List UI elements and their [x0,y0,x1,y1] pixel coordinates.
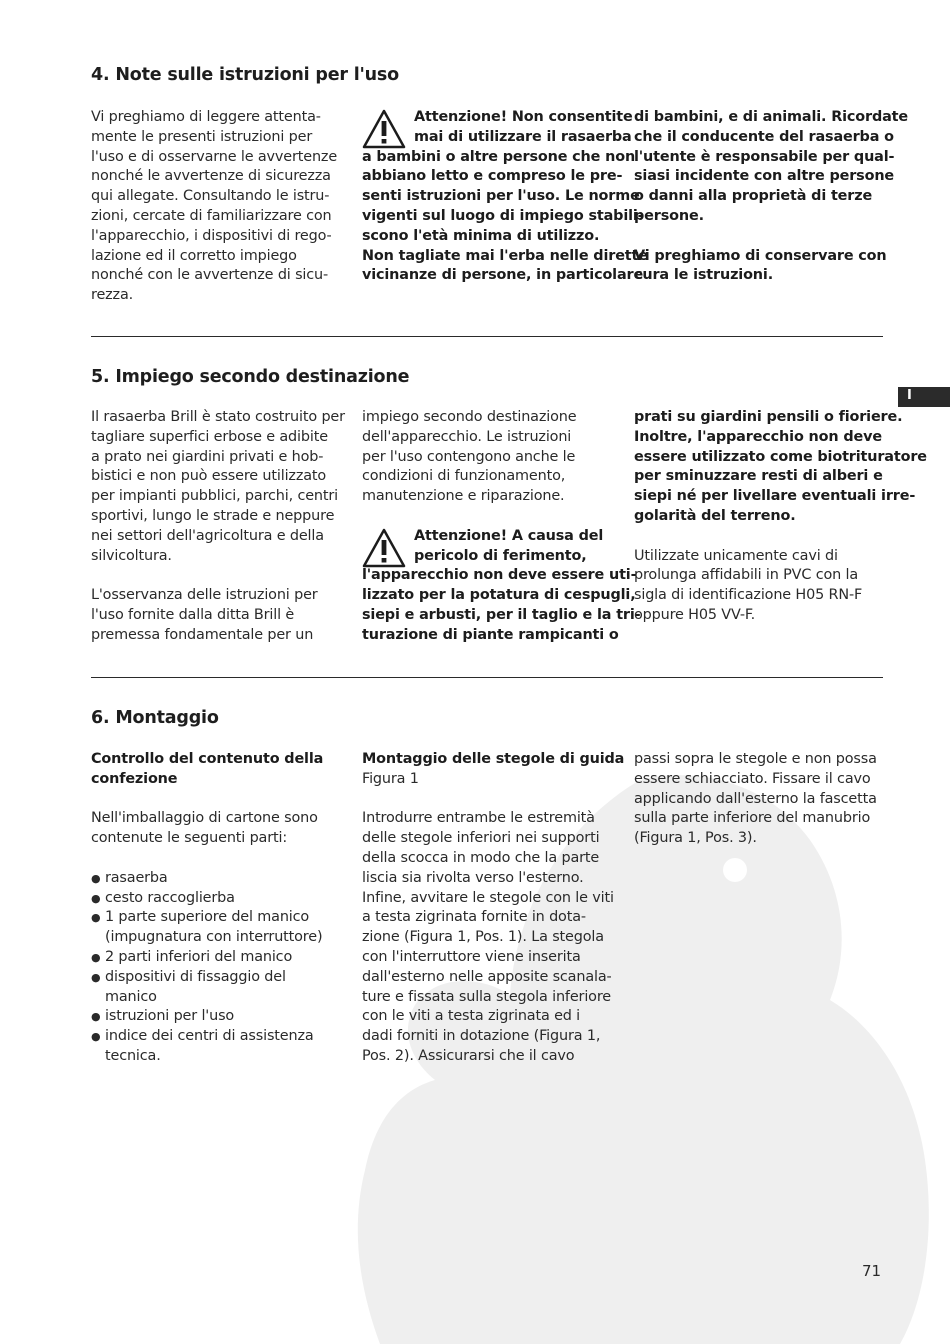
figure-reference: Figura 1 [362,770,419,787]
list-item [91,889,353,909]
text-line: con l'interruttore viene inserita [362,948,581,965]
text-line: Inoltre, l'apparecchio non deve [634,428,882,445]
text-line: delle stegole inferiori nei supporti [362,830,600,847]
section-5-cable-text [634,547,896,626]
list-item [91,948,353,968]
text-line: condizioni di funzionamento, [362,468,566,485]
text-line: mai di utilizzare il rasaerba [414,128,632,145]
section-6-handle-heading-block [362,750,624,790]
section-5-column-2 [362,408,641,646]
text-line: manutenzione e riparazione. [362,488,565,505]
section-6-contents-heading [91,750,353,790]
text-line: (Figura 1, Pos. 3). [634,830,757,847]
text-line: ture e fissata sulla stegola inferiore [362,988,611,1005]
section-6-column-1 [91,750,353,1067]
section-4-responsibility-text [634,108,909,227]
section-6-column-3 [634,750,896,849]
text-line: Controllo del contenuto della [91,751,324,767]
text-line: Introdurre entrambe le estremità [362,810,595,827]
text-line: l'apparecchio, i dispositivi di rego- [91,227,332,244]
text-line: persone. [634,207,704,224]
text-line: Vi preghiamo di conservare con [634,247,887,264]
text-line: tecnica. [105,1047,161,1064]
text-line: bistici e non può essere utilizzato [91,468,327,485]
section-4-column-3 [634,108,909,286]
section-4-keep-instructions-text [634,247,896,287]
text-line: scono l'età minima di utilizzo. [362,227,600,244]
text-line: Attenzione! A causa del [414,527,604,544]
text-line: vigenti sul luogo di impiego stabili- [362,207,644,224]
text-line: contenute le seguenti parti: [91,830,288,847]
section-6-title: 6. Montaggio [91,708,219,728]
text-line: per sminuzzare resti di alberi e [634,468,883,485]
section-divider [91,336,883,337]
warning-triangle-icon [362,528,408,568]
page-number: 71 [862,1262,882,1280]
section-6-contents-intro [91,809,353,849]
list-item [91,968,353,1008]
text-line: l'apparecchio non deve essere uti- [362,567,637,584]
text-line: essere schiacciato. Fissare il cavo [634,770,871,787]
text-line: Nell'imballaggio di cartone sono [91,810,318,827]
text-line: zione (Figura 1, Pos. 1). La stegola [362,929,604,946]
text-line: (impugnatura con interruttore) [105,929,323,946]
text-line: prati su giardini pensili o fioriere. [634,409,903,425]
text-line: per l'uso contengono anche le [362,448,576,465]
text-line: ● 1 parte superiore del manico [105,909,310,926]
section-4-title: 4. Note sulle istruzioni per l'uso [91,65,399,85]
text-line: l'utente è responsabile per qual- [634,148,895,165]
handle-assembly-heading: Montaggio delle stegole di guida [362,751,625,767]
text-line: mente le presenti istruzioni per [91,128,313,145]
language-tab-label: I [907,388,912,403]
text-line: ● istruzioni per l'uso [105,1008,235,1025]
section-4-column-1 [91,108,353,306]
text-line: zioni, cercate di familiarizzare con [91,207,332,224]
list-item [91,908,353,948]
warning-triangle-icon [362,109,408,149]
text-line: a bambini o altre persone che non [362,148,636,165]
section-4-column-2 [362,108,648,286]
section-5-column-1 [91,408,353,646]
text-line: ● cesto raccoglierba [105,889,235,906]
text-line: premessa fondamentale per un [91,626,314,643]
section-5-usage-text [362,408,624,507]
list-item [91,1027,353,1067]
text-line: qui allegate. Consultando le istru- [91,188,330,205]
text-line: Attenzione! Non consentite [414,109,633,125]
text-line: dadi forniti in dotazione (Figura 1, [362,1028,601,1045]
text-line: passi sopra le stegole e non possa [634,751,877,767]
text-line: lizzato per la potatura di cespugli, [362,587,636,604]
section-5-title: 5. Impiego secondo destinazione [91,367,410,387]
text-line: abbiano letto e compreso le pre- [362,168,623,185]
section-divider [91,677,883,678]
text-line: per impianti pubblici, parchi, centri [91,488,338,505]
list-item [91,869,353,889]
text-line: ● rasaerba [105,869,168,886]
text-line: che il conducente del rasaerba o [634,128,894,145]
text-line: nei settori dell'agricoltura e della [91,527,324,544]
text-line: Utilizzate unicamente cavi di [634,547,838,564]
text-line: impiego secondo destinazione [362,409,577,425]
section-4-warning [362,108,644,247]
text-line: della scocca in modo che la parte [362,849,600,866]
text-line: senti istruzioni per l'uso. Le norme [362,188,640,205]
text-line: l'uso e di osservarne le avvertenze [91,148,338,165]
text-line: a testa zigrinata fornite in dota- [362,909,586,926]
text-line: siepi né per livellare eventuali irre- [634,488,916,505]
text-line: turazione di piante rampicanti o [362,626,619,643]
section-4-intro-text [91,108,353,306]
text-line: lazione ed il corretto impiego [91,247,297,264]
text-line: a prato nei giardini privati e hob- [91,448,324,465]
text-line: siepi e arbusti, per il taglio e la tri- [362,606,641,623]
text-line: Vi preghiamo di leggere attenta- [91,109,321,125]
section-6-handle-text [362,809,624,1066]
text-line: rezza. [91,287,134,304]
text-line: prolunga affidabili in PVC con la [634,567,859,584]
language-tab [898,387,950,407]
section-5-restrictions-text [634,408,927,527]
text-line: tagliare superfici erbose e adibite [91,428,328,445]
text-line: l'uso fornite dalla ditta Brill è [91,606,295,623]
section-5-intro-text [91,408,353,566]
text-line: sportivi, lungo le strade e neppure [91,507,335,524]
text-line: ● 2 parti inferiori del manico [105,948,293,965]
text-line: vicinanze di persone, in particolare [362,267,644,284]
text-line: Infine, avvitare le stegole con le viti [362,889,614,906]
text-line: ● indice dei centri di assistenza [105,1028,314,1045]
section-6-column-2 [362,750,624,1067]
text-line: Il rasaerba Brill è stato costruito per [91,409,345,425]
list-item [91,1007,353,1027]
text-line: nonché con le avvertenze di sicu- [91,267,329,284]
section-6-cable-text [634,750,896,849]
text-line: cura le istruzioni. [634,267,774,284]
text-line: o danni alla proprietà di terze [634,188,873,205]
section-5-observance-text [91,586,353,645]
text-line: Non tagliate mai l'erba nelle dirette [362,247,648,264]
section-5-warning [362,527,641,646]
text-line: dall'esterno nelle apposite scanala- [362,968,612,985]
text-line: nonché le avvertenze di sicurezza [91,168,331,185]
text-line: dell'apparecchio. Le istruzioni [362,428,572,445]
text-line: L'osservanza delle istruzioni per [91,587,318,604]
text-line: liscia sia rivolta verso l'esterno. [362,869,584,886]
text-line: ● dispositivi di fissaggio del [105,968,286,985]
text-line: golarità del terreno. [634,507,796,524]
text-line: pericolo di ferimento, [414,547,587,564]
section-4-caution-text [362,247,648,287]
contents-list [91,869,353,1067]
text-line: Pos. 2). Assicurarsi che il cavo [362,1047,575,1064]
text-line: con le viti a testa zigrinata ed i [362,1008,581,1025]
text-line: manico [105,988,157,1005]
text-line: di bambini, e di animali. Ricordate [634,109,909,125]
text-line: confezione [91,770,178,787]
text-line: siasi incidente con altre persone [634,168,895,185]
text-line: applicando dall'esterno la fascetta [634,790,877,807]
section-5-column-3 [634,408,927,626]
text-line: essere utilizzato come biotrituratore [634,448,927,465]
text-line: silvicoltura. [91,547,172,564]
text-line: sulla parte inferiore del manubrio [634,810,871,827]
text-line: sigla di identificazione H05 RN-F [634,587,863,604]
text-line: oppure H05 VV-F. [634,606,756,623]
